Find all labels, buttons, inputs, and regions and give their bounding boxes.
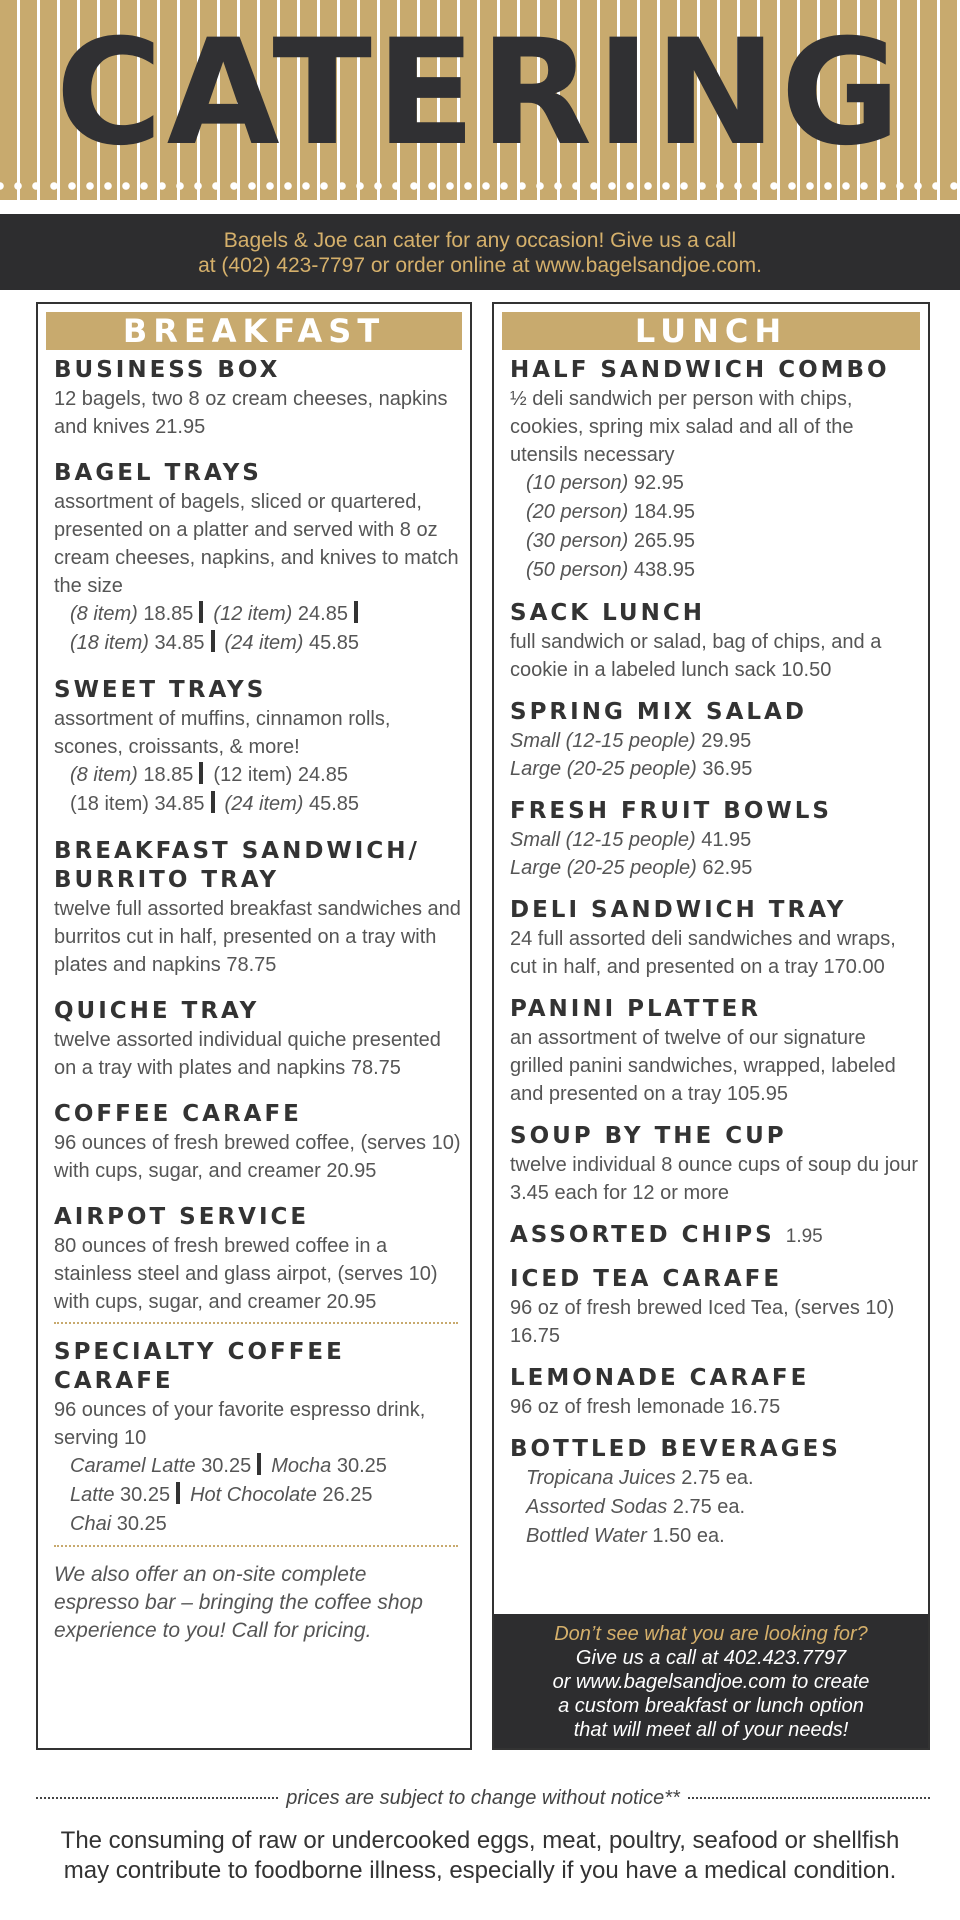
option-price: 34.85	[154, 793, 205, 815]
option-label: (12 item)	[213, 603, 293, 625]
option-label: (8 item)	[70, 603, 138, 625]
separator	[211, 630, 215, 652]
option-label: Chai	[70, 1513, 112, 1535]
item-title: LEMONADE CARAFE	[510, 1365, 810, 1391]
item-title: BOTTLED BEVERAGES	[510, 1436, 841, 1462]
item-options	[510, 727, 922, 783]
menu-item	[510, 1122, 922, 1207]
item-desc: full sandwich or salad, bag of chips, and a cookie in a labeled lunch sack 10.50	[510, 631, 882, 681]
option-label: (18 item)	[70, 793, 149, 815]
item-title: COFFEE CARAFE	[54, 1101, 302, 1127]
option-label: Bottled Water	[526, 1525, 647, 1547]
option-price: 2.75 ea.	[672, 1496, 746, 1518]
option-price: 2.75 ea.	[681, 1467, 754, 1489]
option-price: 24.85	[297, 764, 348, 786]
food-safety-disclaimer	[20, 1826, 940, 1886]
espresso-bar-note: We also offer an on-site complete espresso bar – bringing the coffee shop experience to you! Call for pricing.	[54, 1563, 423, 1642]
breakfast-column	[36, 302, 472, 1750]
option-label: (8 item)	[70, 764, 138, 786]
divider	[54, 1322, 458, 1324]
item-title: HALF SANDWICH COMBO	[510, 357, 890, 383]
option-label: (24 item)	[224, 632, 304, 654]
item-desc: 80 ounces of fresh brewed coffee in a stainless steel and glass airpot, (serves 10) with cups, sugar, and creamer 20.95	[54, 1235, 438, 1313]
option-label: (10 person)	[526, 472, 629, 494]
option-price: 26.25	[322, 1484, 373, 1506]
option-label: Caramel Latte	[70, 1455, 196, 1477]
item-desc: 24 full assorted deli sandwiches and wraps, cut in half, and presented on a tray 170.00	[510, 928, 896, 978]
item-title: BUSINESS BOX	[54, 357, 281, 383]
option-label: Mocha	[271, 1455, 332, 1477]
option-price: 34.85	[154, 632, 205, 654]
item-title: SPECIALTY COFFEE CARAFE	[54, 1339, 345, 1394]
option-price: 36.95	[702, 758, 753, 780]
option-label: Small (12-15 people)	[510, 730, 696, 752]
item-desc: 96 ounces of fresh brewed coffee, (serves 10) with cups, sugar, and creamer 20.95	[54, 1132, 461, 1182]
separator	[354, 601, 358, 623]
option-price: 30.25	[336, 1455, 387, 1477]
option-label: Large (20-25 people)	[510, 857, 697, 879]
option-label: (18 item)	[70, 632, 149, 654]
lunch-column	[492, 302, 930, 1750]
item-options	[510, 469, 922, 585]
option-label: Small (12-15 people)	[510, 829, 696, 851]
cta-line-2: or www.bagelsandjoe.com to create	[552, 1671, 870, 1693]
option-price: 24.85	[297, 603, 348, 625]
separator	[257, 1453, 261, 1475]
separator	[176, 1482, 180, 1504]
disclaimer-line-2: may contribute to foodborne illness, especially if you have a medical condition.	[63, 1857, 897, 1884]
item-title: BREAKFAST SANDWICH/ BURRITO TRAY	[54, 838, 420, 893]
menu-item	[54, 1203, 464, 1316]
menu-item	[54, 997, 464, 1082]
promo-bar	[0, 214, 960, 290]
dot-border	[0, 180, 960, 192]
option-label: Latte	[70, 1484, 115, 1506]
option-price: 18.85	[143, 603, 194, 625]
option-price: 30.25	[120, 1484, 171, 1506]
item-desc: twelve full assorted breakfast sandwiches and burritos cut in half, presented on a tray with plates and napkins 78.75	[54, 898, 461, 976]
option-price: 45.85	[309, 632, 360, 654]
item-options	[510, 826, 922, 882]
menu-item	[510, 797, 922, 882]
item-title: BAGEL TRAYS	[54, 460, 262, 486]
item-title: FRESH FRUIT BOWLS	[510, 798, 832, 824]
item-title: SOUP BY THE CUP	[510, 1123, 787, 1149]
item-title: SACK LUNCH	[510, 600, 705, 626]
dotted-rule	[688, 1797, 930, 1799]
option-label: (20 person)	[526, 501, 629, 523]
option-label: Assorted Sodas	[526, 1496, 668, 1518]
cta-line-4: that will meet all of your needs!	[573, 1719, 849, 1741]
menu-item	[510, 995, 922, 1108]
page-title: CATERING	[55, 8, 905, 178]
menu-item	[510, 896, 922, 981]
item-desc: assortment of muffins, cinnamon rolls, scones, croissants, & more!	[54, 708, 391, 758]
divider	[54, 1545, 458, 1547]
option-price: 1.50 ea.	[652, 1525, 725, 1547]
option-price: 265.95	[633, 530, 696, 552]
separator	[199, 601, 203, 623]
item-desc: assortment of bagels, sliced or quartered, presented on a platter and served with 8 oz cream cheeses, napkins, and knives to match the size	[54, 491, 459, 597]
separator	[211, 791, 215, 813]
menu-item	[54, 356, 464, 441]
option-label: Large (20-25 people)	[510, 758, 697, 780]
lunch-header: LUNCH	[502, 312, 920, 350]
option-price: 438.95	[633, 559, 696, 581]
option-price: 29.95	[701, 730, 752, 752]
option-label: (12 item)	[213, 764, 293, 786]
catering-banner	[0, 0, 960, 200]
item-title: AIRPOT SERVICE	[54, 1204, 310, 1230]
menu-item	[510, 1364, 922, 1421]
menu-item	[510, 698, 922, 783]
item-desc: ½ deli sandwich per person with chips, cookies, spring mix salad and all of the utensils necessary	[510, 388, 854, 466]
item-desc: 96 oz of fresh brewed Iced Tea, (serves 10) 16.75	[510, 1297, 895, 1347]
menu-item	[510, 1221, 922, 1251]
dotted-rule	[36, 1797, 278, 1799]
option-price: 92.95	[633, 472, 684, 494]
separator	[199, 762, 203, 784]
menu-item	[510, 1265, 922, 1350]
option-label: (24 item)	[224, 793, 304, 815]
item-desc: twelve individual 8 ounce cups of soup du jour 3.45 each for 12 or more	[510, 1154, 919, 1204]
menu-item	[510, 356, 922, 585]
custom-order-callout	[494, 1614, 928, 1748]
item-desc: 12 bagels, two 8 oz cream cheeses, napkins and knives 21.95	[54, 388, 448, 438]
menu-item	[54, 459, 464, 658]
option-price: 18.85	[143, 764, 194, 786]
option-price: 62.95	[702, 857, 753, 879]
cta-question: Don’t see what you are looking for?	[554, 1623, 868, 1645]
item-desc: 96 oz of fresh lemonade 16.75	[510, 1396, 781, 1418]
disclaimer-line-1: The consuming of raw or undercooked eggs, meat, poultry, seafood or shellfish	[60, 1827, 900, 1854]
item-options	[54, 600, 464, 658]
price-notice-text: prices are subject to change without notice**	[286, 1786, 680, 1809]
item-options	[54, 1452, 464, 1539]
menu-item	[510, 1435, 922, 1551]
item-desc: twelve assorted individual quiche presented on a tray with plates and napkins 78.75	[54, 1029, 441, 1079]
item-title: DELI SANDWICH TRAY	[510, 897, 847, 923]
item-title	[510, 1221, 922, 1251]
item-options	[54, 761, 464, 819]
option-price: 184.95	[633, 501, 696, 523]
price-notice	[36, 1786, 930, 1810]
option-label: Hot Chocolate	[190, 1484, 317, 1506]
option-label: Tropicana Juices	[526, 1467, 676, 1489]
menu-item	[54, 676, 464, 819]
menu-item	[54, 837, 464, 979]
promo-line-2: at (402) 423-7797 or order online at www.bagelsandjoe.com.	[198, 254, 762, 277]
item-title: SPRING MIX SALAD	[510, 699, 807, 725]
item-title: SWEET TRAYS	[54, 677, 267, 703]
option-label: (50 person)	[526, 559, 629, 581]
menu-item	[510, 599, 922, 684]
cta-line-3: a custom breakfast or lunch option	[558, 1695, 864, 1717]
menu-item	[54, 1338, 464, 1539]
promo-line-1: Bagels & Joe can cater for any occasion! Give us a call	[223, 229, 737, 252]
option-label: (30 person)	[526, 530, 629, 552]
option-price: 41.95	[701, 829, 752, 851]
item-title: QUICHE TRAY	[54, 998, 260, 1024]
item-options	[510, 1464, 922, 1551]
option-price: 45.85	[309, 793, 360, 815]
cta-line-1: Give us a call at 402.423.7797	[575, 1647, 847, 1669]
option-price: 30.25	[116, 1513, 167, 1535]
option-price: 30.25	[201, 1455, 252, 1477]
menu-item	[54, 1100, 464, 1185]
item-price: 1.95	[785, 1226, 823, 1247]
item-desc: 96 ounces of your favorite espresso drink, serving 10	[54, 1399, 426, 1449]
item-title-text: ASSORTED CHIPS	[510, 1222, 775, 1248]
item-desc: an assortment of twelve of our signature grilled panini sandwiches, wrapped, labeled and presented on a tray 105.95	[510, 1027, 896, 1105]
item-title: PANINI PLATTER	[510, 996, 762, 1022]
breakfast-header: BREAKFAST	[46, 312, 462, 350]
item-title: ICED TEA CARAFE	[510, 1266, 783, 1292]
